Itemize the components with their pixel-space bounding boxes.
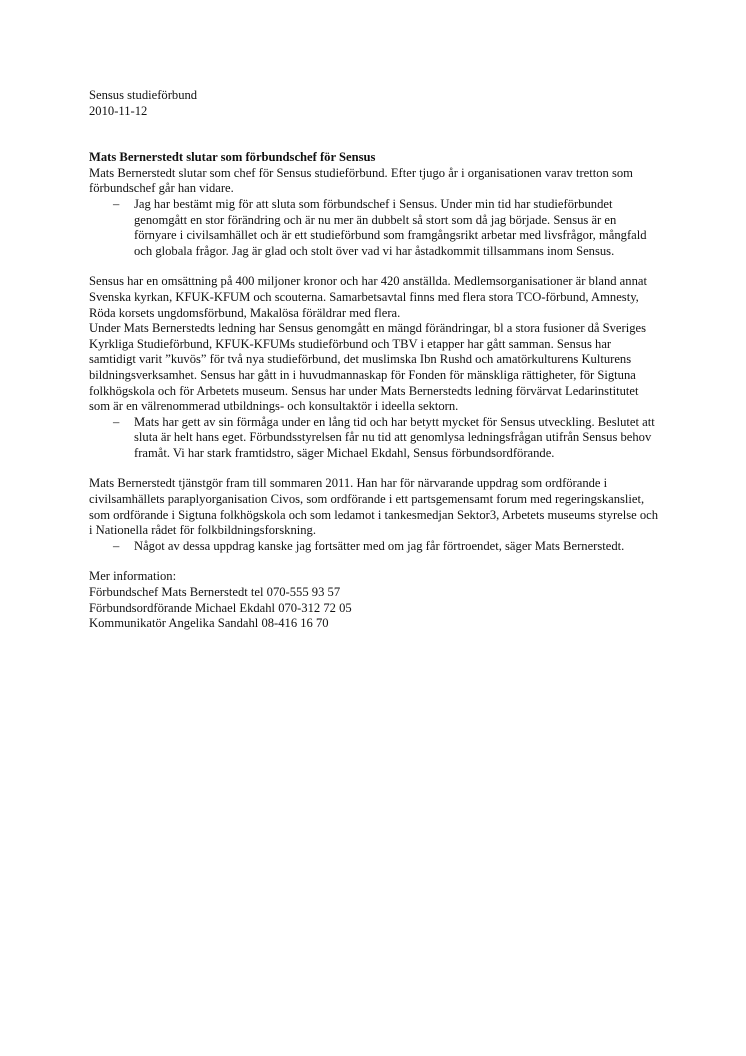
contact-line: Förbundsordförande Michael Ekdahl 070-312 72 05 [89, 600, 352, 615]
intro-paragraph: Mats Bernerstedt slutar som chef för Sensus studieförbund. Efter tjugo år i organisationen varav tretton som förbundschef går han vidare. [89, 165, 633, 196]
document-page [89, 88, 659, 632]
letter-header [89, 88, 659, 119]
organization-name: Sensus studieförbund [89, 88, 198, 102]
quote-text: Mats har gett av sin förmåga under en lång tid och har betytt mycket för Sensus utveckling. Beslutet att sluta är helt hans eget. Förbundsstyrelsen får nu tid att genomlysa ledningsfrågan utifrån Sensus behov framåt. Vi har stark framtidstro, säger Michael Ekdahl, Sensus förbundsordförande. [134, 414, 655, 460]
contact-line: Kommunikatör Angelika Sandahl 08-416 16 70 [89, 616, 329, 631]
press-release-title: Mats Bernerstedt slutar som förbundschef för Sensus [89, 150, 376, 165]
body-paragraph: Mats Bernerstedt tjänstgör fram till sommaren 2011. Han har för närvarande uppdrag som ordförande i civilsamhällets paraplyorganisation Civos, som ordförande i ett partsgemensamt forum med regeringskansliet, som ordförande i Sigtuna folkhögskola och som ledamot i tankesmedjan Sektor3, Arbetets museums styrelse och i Nationella rådet för folkbildningsforskning. [89, 476, 659, 538]
more-info-label: Mer information: [89, 569, 177, 584]
quote-text: Något av dessa uppdrag kanske jag fortsätter med om jag får förtroendet, säger Mats Bernerstedt. [134, 538, 625, 553]
dash-bullet: – [113, 538, 120, 553]
contact-line: Förbundschef Mats Bernerstedt tel 070-555 93 57 [89, 585, 341, 600]
quote-text: Jag har bestämt mig för att sluta som förbundschef i Sensus. Under min tid har studieförbundet genomgått en stor förändring och är nu mer än dubbelt så stort som då jag började. Sensus är en förnyare i civilsamhället och är ett studieförbund som framgångsrikt arbetar med livsfrågor, mångfald och globala frågor. Jag är glad och stolt över vad vi har åstadkommit tillsammans inom Sensus. [134, 196, 647, 258]
body-paragraph: Under Mats Bernerstedts ledning har Sensus genomgått en mängd förändringar, bl a stora fusioner då Sveriges Kyrkliga Studieförbund, KFUK-KFUMs studieförbund och TBV i etapper har gått samman. Sensus har samtidigt varit ”kuvös” för två nya studieförbund, det muslimska Ibn Rushd och amatörkulturens Kulturens bildningsverksamhet. Sensus har gått in i huvudmannaskap för Fonden för mänskliga rättigheter, för Sigtuna folkhögskola och för Arbetets museum. Sensus har under Mats Bernerstedts ledning förvärvat Ledarinstitutet som är en välrenommerad utbildnings- och konsultaktör i ideella sektorn. [89, 321, 646, 414]
quote-block [89, 415, 659, 462]
quote-block [89, 539, 659, 555]
contact-list [89, 585, 659, 632]
dash-bullet: – [113, 196, 120, 211]
body-paragraph: Sensus har en omsättning på 400 miljoner kronor och har 420 anställda. Medlemsorganisationer är bland annat Svenska kyrkan, KFUK-KFUM och scouterna. Samarbetsavtal finns med flera stora TCO-förbund, Amnesty, Röda korsets ungdomsförbund, Makalösa föräldrar med flera. [89, 274, 647, 320]
dash-bullet: – [113, 414, 120, 429]
quote-block [89, 197, 659, 259]
document-date: 2010-11-12 [89, 103, 148, 118]
